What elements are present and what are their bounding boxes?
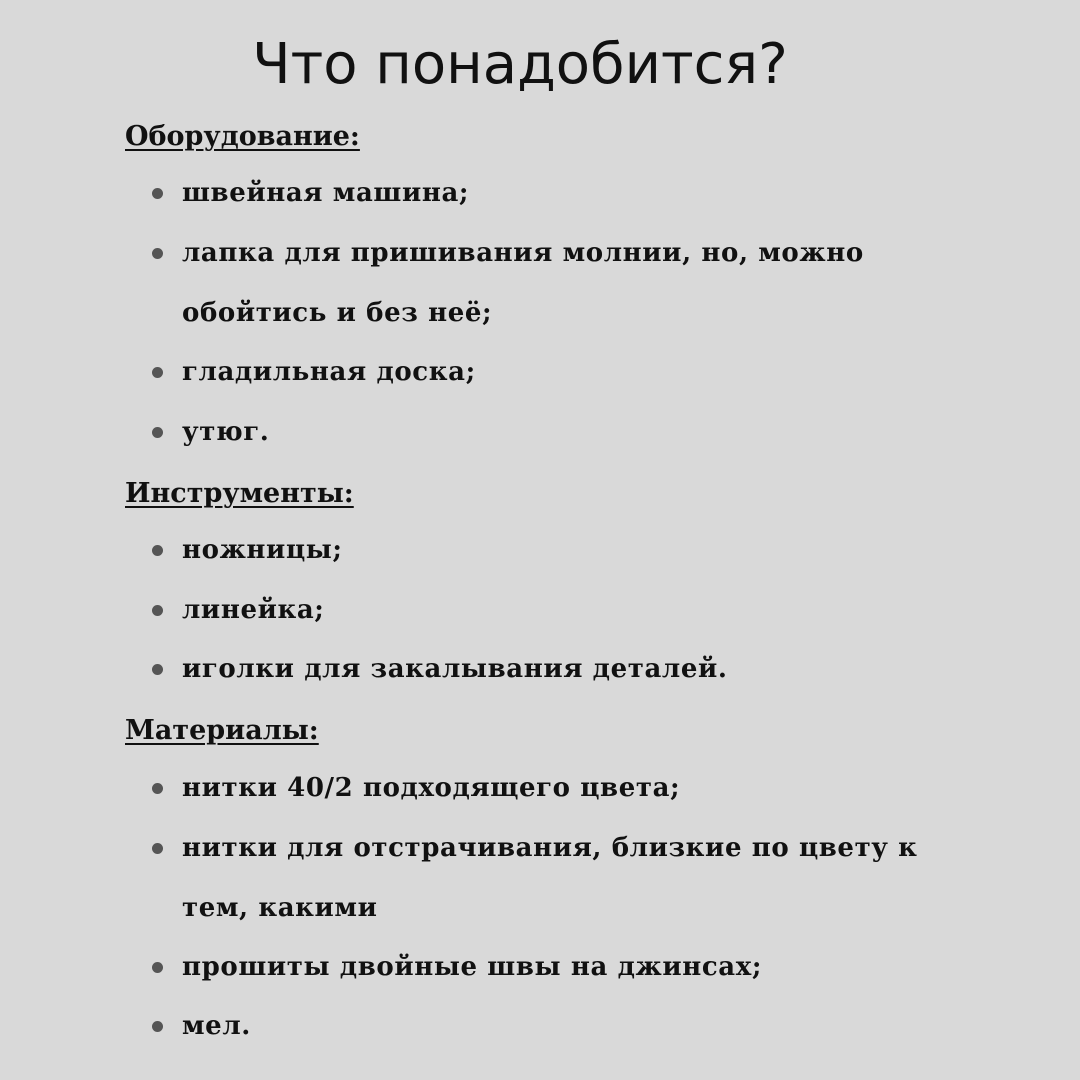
section-heading-materials: Материалы: xyxy=(125,715,319,746)
list-item xyxy=(152,343,952,403)
bullet-icon xyxy=(152,783,163,794)
bullet-icon xyxy=(152,843,163,854)
section-heading-equipment: Оборудование: xyxy=(125,121,360,152)
list-item-text: иголки для закалывания деталей. xyxy=(182,654,728,684)
list-item xyxy=(152,640,952,700)
section-heading-tools: Инструменты: xyxy=(125,478,354,509)
list-item xyxy=(152,938,952,998)
list-item xyxy=(152,403,952,463)
list-item-text: прошиты двойные швы на джинсах; xyxy=(182,952,763,982)
list-item-text: нитки 40/2 подходящего цвета; xyxy=(182,773,681,803)
list-item xyxy=(152,521,952,581)
bullet-icon xyxy=(152,605,163,616)
bullet-icon xyxy=(152,962,163,973)
bullet-icon xyxy=(152,427,163,438)
list-item xyxy=(152,819,952,938)
bullet-icon xyxy=(152,664,163,675)
list-item-text: линейка; xyxy=(182,595,325,625)
list-item-text: нитки для отстрачивания, близкие по цвету к тем, какими xyxy=(182,833,918,923)
bullet-icon xyxy=(152,248,163,259)
list-item xyxy=(152,224,952,343)
list-item-text: швейная машина; xyxy=(182,178,470,208)
bullet-icon xyxy=(152,367,163,378)
list-item-text: гладильная доска; xyxy=(182,357,476,387)
list-item-text: лапка для пришивания молнии, но, можно обойтись и без неё; xyxy=(182,238,864,328)
list-item xyxy=(152,581,952,641)
list-item xyxy=(152,164,952,224)
list-item xyxy=(152,997,952,1057)
list-item-text: ножницы; xyxy=(182,535,343,565)
list-item xyxy=(152,759,952,819)
page-title: Что понадобится? xyxy=(252,32,788,97)
list-item-text: мел. xyxy=(182,1011,251,1041)
list-item-text: утюг. xyxy=(182,417,270,447)
bullet-icon xyxy=(152,545,163,556)
bullet-icon xyxy=(152,188,163,199)
bullet-icon xyxy=(152,1021,163,1032)
